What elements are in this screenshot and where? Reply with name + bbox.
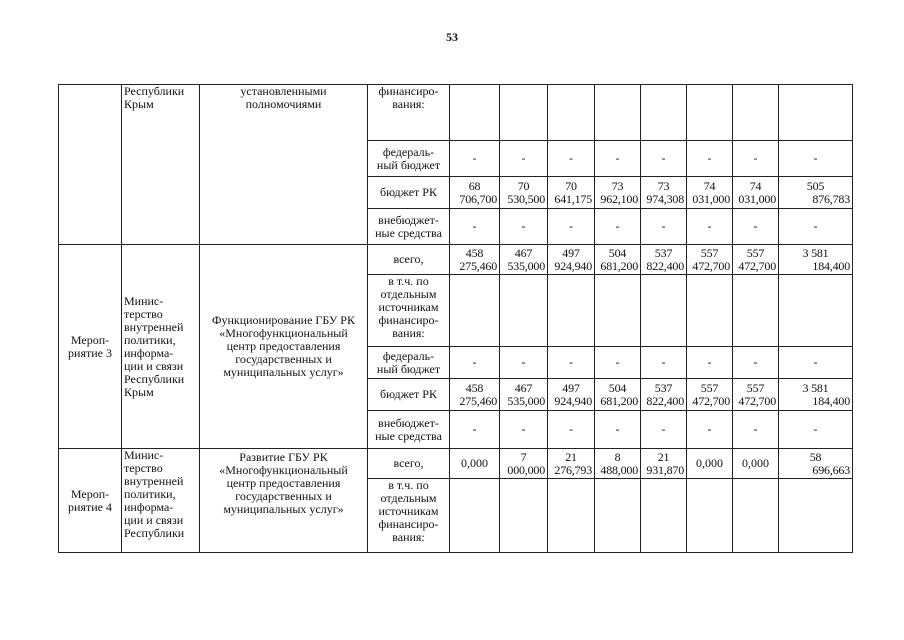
value-cell: [641, 245, 687, 275]
measure-name-cell: [200, 85, 368, 245]
executor-line: политики,: [124, 487, 176, 501]
value-cell: [548, 449, 595, 479]
value-line: 73: [611, 178, 624, 193]
funding-source-line: бюджет РК: [380, 185, 437, 199]
value-cell: [548, 177, 595, 209]
funding-source-cell: [368, 275, 450, 347]
value-cell: [450, 379, 500, 411]
value-cell: -: [687, 141, 733, 177]
value-cell: [779, 479, 853, 553]
funding-source-line: вания:: [392, 530, 425, 544]
value-cell: [687, 275, 733, 347]
value-cell: -: [595, 347, 641, 379]
funding-source-line: федераль-: [382, 348, 435, 363]
value-cell: -: [779, 209, 853, 245]
value-line: 641,175: [554, 191, 592, 206]
measure-name-line: государственных и: [235, 489, 332, 503]
measure-name-line: центр предоставления: [226, 339, 341, 353]
executor-line: информа-: [124, 500, 174, 514]
table-row: [59, 85, 853, 141]
executor-cell: [122, 245, 200, 449]
value-cell: [595, 177, 641, 209]
funding-source-line: финансиро-: [378, 517, 439, 531]
measure-label-cell: [59, 449, 122, 553]
value-cell: [779, 245, 853, 275]
value-cell: -: [687, 411, 733, 449]
value-cell: [641, 449, 687, 479]
value-cell: [641, 275, 687, 347]
value-cell: -: [450, 141, 500, 177]
funding-source-line: федераль-: [382, 144, 435, 159]
funding-source-line: ный бюджет: [376, 157, 441, 172]
measure-name-line: государственных и: [235, 352, 332, 366]
value-cell: [687, 479, 733, 553]
value-line: 467: [514, 380, 533, 395]
funding-source-line: источникам: [378, 504, 439, 518]
value-cell: [779, 449, 853, 479]
value-line: 472,700: [692, 258, 730, 273]
measure-name-line: установленными: [240, 84, 327, 98]
measure-name-cell: [200, 449, 368, 553]
funding-source-line: в т.ч. по: [388, 478, 429, 492]
value-cell: -: [733, 209, 779, 245]
value-cell: -: [641, 141, 687, 177]
measure-label-line: Мероп-: [70, 332, 110, 347]
funding-source-cell: [368, 449, 450, 479]
value-line: 68: [468, 178, 481, 193]
executor-line: Республики: [124, 84, 185, 98]
value-cell: [500, 85, 548, 141]
value-cell: [548, 85, 595, 141]
value-cell: -: [733, 141, 779, 177]
value-line: 7: [520, 449, 527, 464]
measure-name-line: центр предоставления: [226, 476, 341, 490]
value-cell: [595, 449, 641, 479]
value-line: 73: [657, 178, 670, 193]
funding-source-line: источникам: [378, 300, 439, 314]
value-line: 822,400: [646, 258, 684, 273]
value-line: 504: [608, 245, 627, 260]
table-row: [59, 449, 853, 479]
value-cell: [500, 379, 548, 411]
value-cell: [687, 85, 733, 141]
measure-label-cell: [59, 245, 122, 449]
executor-line: Минис-: [124, 293, 164, 308]
funding-source-line: ные средства: [375, 225, 442, 240]
value-cell: [595, 379, 641, 411]
funding-source-line: бюджет РК: [380, 387, 437, 401]
funding-source-line: всего,: [393, 252, 424, 266]
value-line: 472,700: [692, 393, 730, 408]
value-line: 497: [562, 245, 580, 260]
value-line: 74: [749, 178, 762, 193]
value-cell: [450, 275, 500, 347]
value-line: 21: [657, 449, 670, 464]
value-cell: -: [733, 347, 779, 379]
value-cell: [548, 479, 595, 553]
value-cell: [450, 245, 500, 275]
funding-source-cell: [368, 177, 450, 209]
funding-source-line: всего,: [393, 456, 424, 470]
value-cell: -: [548, 347, 595, 379]
value-line: 70: [517, 178, 530, 193]
value-cell: [500, 177, 548, 209]
value-line: 472,700: [738, 393, 776, 408]
funding-source-line: отдельным: [380, 491, 437, 505]
value-cell: -: [500, 141, 548, 177]
value-cell: -: [641, 209, 687, 245]
funding-source-line: отдельным: [380, 287, 437, 301]
value-cell: [595, 85, 641, 141]
executor-cell: [122, 449, 200, 553]
value-cell: -: [641, 411, 687, 449]
value-cell: -: [548, 209, 595, 245]
value-line: 557: [746, 380, 765, 395]
measure-name-line: Развитие ГБУ РК: [239, 450, 328, 464]
value-line: 706,700: [459, 191, 497, 206]
executor-line: информа-: [124, 345, 174, 360]
value-cell: -: [779, 347, 853, 379]
funding-source-cell: [368, 479, 450, 553]
funding-source-line: ный бюджет: [376, 361, 441, 376]
executor-line: Крым: [124, 97, 154, 111]
value-cell: -: [733, 411, 779, 449]
measure-label-cell: [59, 85, 122, 245]
measure-label-line: Мероп-: [70, 486, 110, 501]
value-line: 58: [809, 449, 822, 464]
value-cell: -: [779, 141, 853, 177]
value-cell: [595, 245, 641, 275]
funding-source-cell: [368, 85, 450, 141]
value-cell: [641, 479, 687, 553]
value-line: 031,000: [738, 191, 776, 206]
funding-source-cell: [368, 347, 450, 379]
value-cell: [548, 379, 595, 411]
value-cell: -: [500, 209, 548, 245]
funding-source-line: внебюджет-: [378, 415, 439, 430]
value-cell: [450, 177, 500, 209]
measure-name-line: «Многофункциональный: [219, 326, 348, 340]
value-line: 924,940: [554, 393, 592, 408]
value-line: 3 581: [802, 245, 829, 260]
value-cell: [733, 245, 779, 275]
funding-source-line: внебюджет-: [378, 212, 439, 227]
value-line: 458: [465, 380, 484, 395]
value-line: 0,000: [696, 456, 723, 470]
executor-line: внутренней: [124, 319, 184, 334]
value-line: 497: [562, 380, 580, 395]
value-cell: -: [595, 411, 641, 449]
value-line: 822,400: [646, 393, 684, 408]
value-cell: -: [548, 141, 595, 177]
value-cell: [641, 379, 687, 411]
value-line: 184,400: [812, 393, 850, 408]
value-cell: -: [450, 347, 500, 379]
value-line: 535,000: [507, 258, 545, 273]
value-line: 557: [746, 245, 765, 260]
value-line: 681,200: [600, 393, 638, 408]
value-line: 467: [514, 245, 533, 260]
measure-name-line: муниципальных услуг»: [223, 365, 344, 379]
value-cell: -: [687, 347, 733, 379]
value-cell: [450, 449, 500, 479]
table-row: [59, 245, 853, 275]
value-cell: [595, 275, 641, 347]
measure-label-line: риятие 4: [68, 499, 112, 514]
value-line: 557: [700, 380, 719, 395]
value-cell: [450, 85, 500, 141]
executor-line: Крым: [124, 384, 154, 399]
value-cell: [641, 85, 687, 141]
executor-line: ции и связи: [124, 358, 184, 373]
executor-cell: [122, 85, 200, 245]
value-cell: -: [641, 347, 687, 379]
value-cell: -: [548, 411, 595, 449]
value-line: 530,500: [507, 191, 545, 206]
value-cell: -: [450, 209, 500, 245]
value-cell: -: [500, 411, 548, 449]
funding-source-cell: [368, 245, 450, 275]
funding-source-cell: [368, 411, 450, 449]
executor-line: терство: [124, 461, 163, 475]
value-line: 8: [614, 449, 621, 464]
value-cell: [450, 479, 500, 553]
value-line: 3 581: [802, 380, 829, 395]
value-cell: [733, 85, 779, 141]
value-cell: [687, 245, 733, 275]
value-line: 488,000: [600, 462, 638, 477]
value-line: 276,793: [554, 462, 592, 477]
value-line: 0,000: [461, 456, 488, 470]
value-line: 74: [703, 178, 716, 193]
value-cell: [500, 449, 548, 479]
executor-line: терство: [124, 306, 163, 321]
value-line: 000,000: [507, 462, 545, 477]
value-line: 924,940: [554, 258, 592, 273]
value-line: 70: [565, 178, 577, 193]
value-cell: [500, 245, 548, 275]
value-line: 974,308: [646, 191, 684, 206]
value-cell: [687, 449, 733, 479]
value-cell: [687, 177, 733, 209]
executor-line: ции и связи: [124, 513, 184, 527]
measure-name-line: «Многофункциональный: [219, 463, 348, 477]
value-line: 537: [654, 380, 673, 395]
funding-source-line: финансиро-: [378, 313, 439, 327]
executor-line: Минис-: [124, 448, 164, 462]
funding-source-line: в т.ч. по: [388, 274, 429, 288]
value-cell: [595, 479, 641, 553]
value-cell: -: [595, 141, 641, 177]
value-line: 472,700: [738, 258, 776, 273]
value-line: 505: [806, 178, 825, 193]
executor-line: политики,: [124, 332, 176, 347]
value-line: 031,000: [692, 191, 730, 206]
financing-table: [58, 84, 853, 553]
executor-line: Республики: [124, 371, 185, 386]
value-cell: -: [500, 347, 548, 379]
executor-line: Республики: [124, 526, 185, 540]
value-cell: [500, 479, 548, 553]
value-line: 962,100: [600, 191, 638, 206]
value-cell: -: [450, 411, 500, 449]
value-cell: [779, 275, 853, 347]
measure-name-line: полномочиями: [245, 97, 322, 111]
value-cell: -: [779, 411, 853, 449]
measure-name-line: муниципальных услуг»: [223, 502, 344, 516]
value-cell: [779, 85, 853, 141]
value-cell: [779, 379, 853, 411]
measure-name-cell: [200, 245, 368, 449]
value-cell: -: [687, 209, 733, 245]
funding-source-line: вания:: [392, 97, 425, 111]
value-cell: [733, 479, 779, 553]
value-cell: [733, 177, 779, 209]
page-number: 53: [446, 30, 458, 44]
value-line: 931,870: [646, 462, 684, 477]
table-body: [59, 85, 853, 553]
value-line: 696,663: [812, 462, 850, 477]
value-cell: [733, 379, 779, 411]
funding-source-line: финансиро-: [378, 84, 439, 98]
value-line: 275,460: [459, 393, 497, 408]
value-line: 681,200: [600, 258, 638, 273]
funding-source-line: вания:: [392, 326, 425, 340]
value-cell: [548, 245, 595, 275]
funding-source-cell: [368, 379, 450, 411]
value-line: 537: [654, 245, 673, 260]
value-line: 184,400: [812, 258, 850, 273]
value-cell: [500, 275, 548, 347]
value-line: 21: [565, 449, 577, 464]
value-line: 275,460: [459, 258, 497, 273]
executor-line: внутренней: [124, 474, 184, 488]
funding-source-line: ные средства: [375, 428, 442, 443]
value-cell: [733, 449, 779, 479]
funding-source-cell: [368, 209, 450, 245]
value-line: 0,000: [742, 456, 769, 470]
measure-name-line: Функционирование ГБУ РК: [211, 313, 355, 327]
value-cell: [548, 275, 595, 347]
value-line: 876,783: [812, 191, 850, 206]
value-cell: [687, 379, 733, 411]
value-cell: [641, 177, 687, 209]
value-line: 504: [608, 380, 627, 395]
value-line: 458: [465, 245, 484, 260]
measure-label-line: риятие 3: [68, 345, 112, 360]
value-cell: [733, 275, 779, 347]
funding-source-cell: [368, 141, 450, 177]
value-line: 535,000: [507, 393, 545, 408]
value-line: 557: [700, 245, 719, 260]
value-cell: -: [595, 209, 641, 245]
value-cell: [779, 177, 853, 209]
